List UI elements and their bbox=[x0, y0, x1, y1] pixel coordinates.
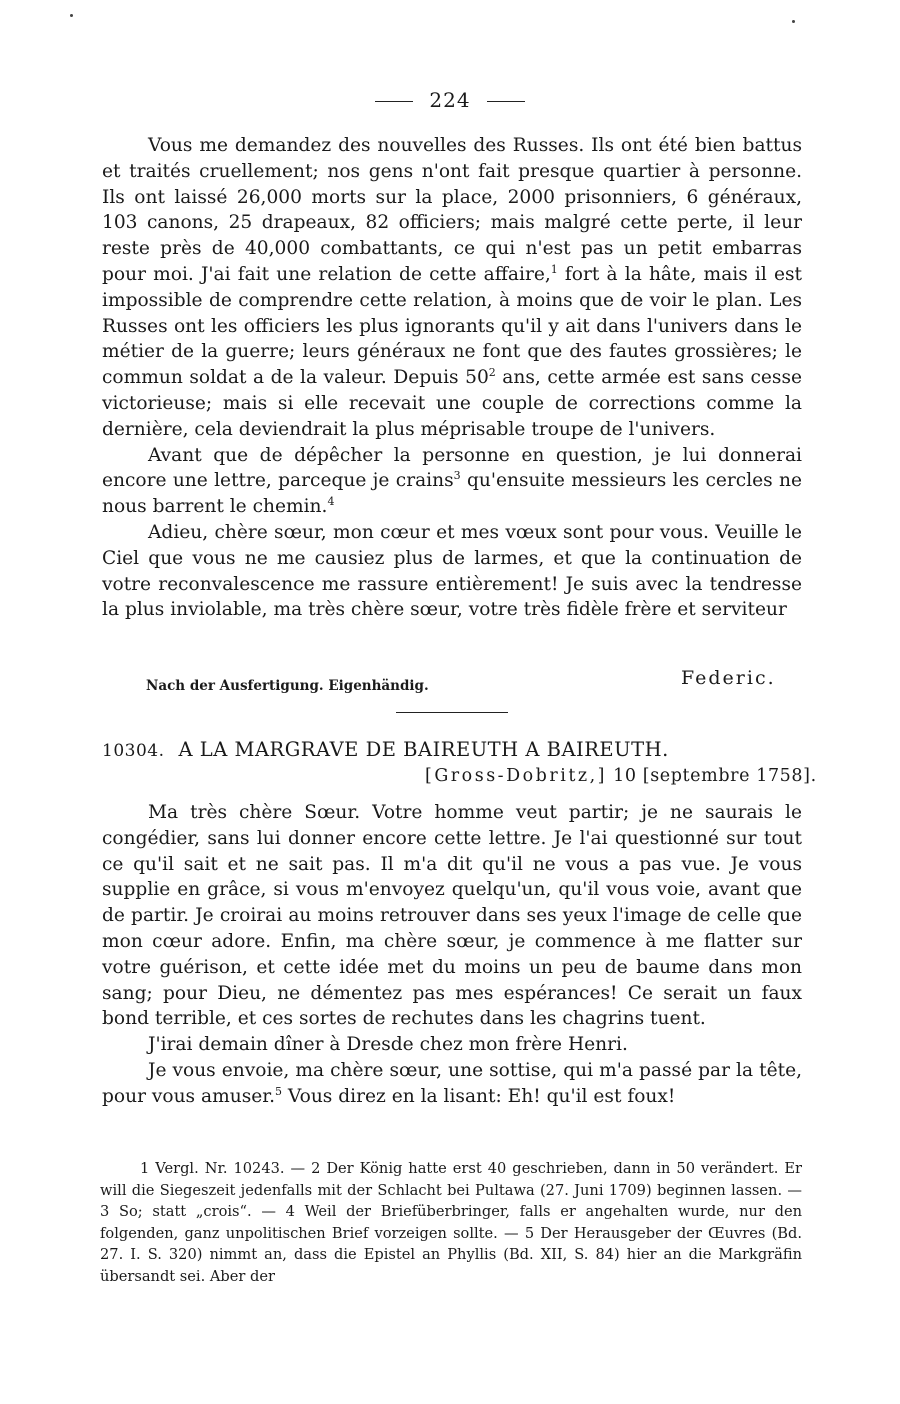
page-number: 224 bbox=[429, 88, 471, 112]
footnote-ref: 4 bbox=[327, 495, 335, 509]
footnotes bbox=[100, 1158, 802, 1287]
footnote-ref: 5 bbox=[275, 1084, 282, 1098]
head-rule-right bbox=[487, 101, 525, 102]
paragraph: Adieu, chère sœur, mon cœur et mes vœux sont pour vous. Veuille le Ciel que vous ne me causiez plus de larmes, et que la continuation de votre reconvalescence me rassure entièrement! Je suis avec la tendresse la plus inviolable, ma très chère sœur, votre très fidèle frère et serviteur bbox=[102, 521, 802, 621]
letter-title: A LA MARGRAVE DE BAIREUTH A BAIREUTH. bbox=[178, 738, 669, 761]
section-divider bbox=[396, 712, 508, 713]
date-place: [Gross-Dobritz,] bbox=[425, 766, 607, 786]
paragraph bbox=[102, 1058, 802, 1110]
dateline bbox=[425, 766, 817, 786]
signature: Federic. bbox=[681, 667, 776, 689]
footnote-ref: 3 bbox=[453, 469, 461, 483]
source-note: Nach der Ausfertigung. Eigenhändig. bbox=[146, 678, 429, 694]
footnote-text: 1 Vergl. Nr. 10243. — 2 Der König hatte erst 40 geschrieben, dann in 50 verändert. Er will die Siegeszeit jedenfalls mit der Schlacht bei Pultawa (27. Juni 1709) beginnen lassen. — 3 So; statt „crois“. — 4 Weil der Briefüberbringer, falls er angehalten wurde, nur den folgenden, ganz unpolitischen Brief vorzeigen sollte. — 5 Der Herausgeber der Œuvres (Bd. 27. I. S. 320) nimmt an, dass die Epistel an Phyllis (Bd. XII, S. 84) hier an die Markgräfin übersandt sei. Aber der bbox=[100, 1160, 802, 1285]
paragraph: J'irai demain dîner à Dresde chez mon frère Henri. bbox=[148, 1034, 628, 1056]
paragraph bbox=[102, 443, 802, 520]
letter-heading bbox=[102, 738, 822, 761]
paragraph: Ma très chère Sœur. Votre homme veut partir; je ne saurais le congédier, sans lui donner encore cette lettre. Je l'ai questionné sur tout ce qu'il sait et ne sait pas. Il m'a dit qu'il ne vous a pas vue. Je vous supplie en grâce, si vous m'envoyez quelqu'un, qu'il vous voie, avant que de partir. Je croirai au moins retrouver dans ses yeux l'image de celle que mon cœur adore. Enfin, ma chère sœur, je commence à me flatter sur votre guérison, et cette idée met du moins un peu de baume dans mon sang; pour Dieu, ne démentez pas mes espérances! Ce serait un faux bond terrible, et ces sortes de rechutes dans les chagrins tuent. bbox=[102, 802, 802, 1030]
letter-2-body bbox=[102, 800, 802, 1110]
date-day: 10 [septembre 1758]. bbox=[613, 766, 817, 786]
text-run: qu'ensuite messieurs les cercles ne nous barrent le chemin. bbox=[102, 470, 803, 518]
scan-speck bbox=[792, 20, 795, 23]
text-run: fort à la hâte, mais il est impossible de comprendre cette relation, à moins que de voir le plan. Les Russes ont les officiers les plus ignorants qu'il y ait dans l'univers dans le métier de la guerre; leurs généraux ne font que des fautes grossières; le commun soldat a de la valeur. Depuis 50 bbox=[102, 263, 802, 389]
footnote-ref: 2 bbox=[488, 366, 496, 380]
running-head bbox=[0, 88, 900, 112]
paragraph bbox=[102, 133, 802, 443]
scan-speck bbox=[70, 14, 73, 17]
text-run: ans, cette armée est sans cesse victorieuse; mais si elle recevait une couple de corrections comme la dernière, cela deviendrait la plus méprisable troupe de l'univers. bbox=[102, 367, 803, 440]
text-run: Vous me demandez des nouvelles des Russes. Ils ont été bien battus et traités cruellement; nos gens n'ont fait presque quartier à personne. Ils ont laissé 26,000 morts sur la place, 2000 prisonniers, 6 généraux, 103 canons, 25 drapeaux, 82 officiers; mais malgré cette perte, il leur reste près de 40,000 combattants, ce qui n'est pas un petit embarras pour moi. J'ai fait une relation de cette affaire, bbox=[102, 135, 802, 285]
letter-number: 10304. bbox=[102, 741, 165, 761]
footnote-ref: 1 bbox=[550, 262, 558, 276]
letter-1-body bbox=[102, 133, 802, 623]
head-rule-left bbox=[375, 101, 413, 102]
text-run: Je vous envoie, ma chère sœur, une sottise, qui m'a passé par la tête, pour vous amuser. bbox=[102, 1059, 802, 1107]
text-run: Avant que de dépêcher la personne en question, je lui donnerai encore une lettre, parceque je crains bbox=[102, 444, 802, 492]
text-run: Vous direz en la lisant: Eh! qu'il est foux! bbox=[282, 1085, 676, 1107]
